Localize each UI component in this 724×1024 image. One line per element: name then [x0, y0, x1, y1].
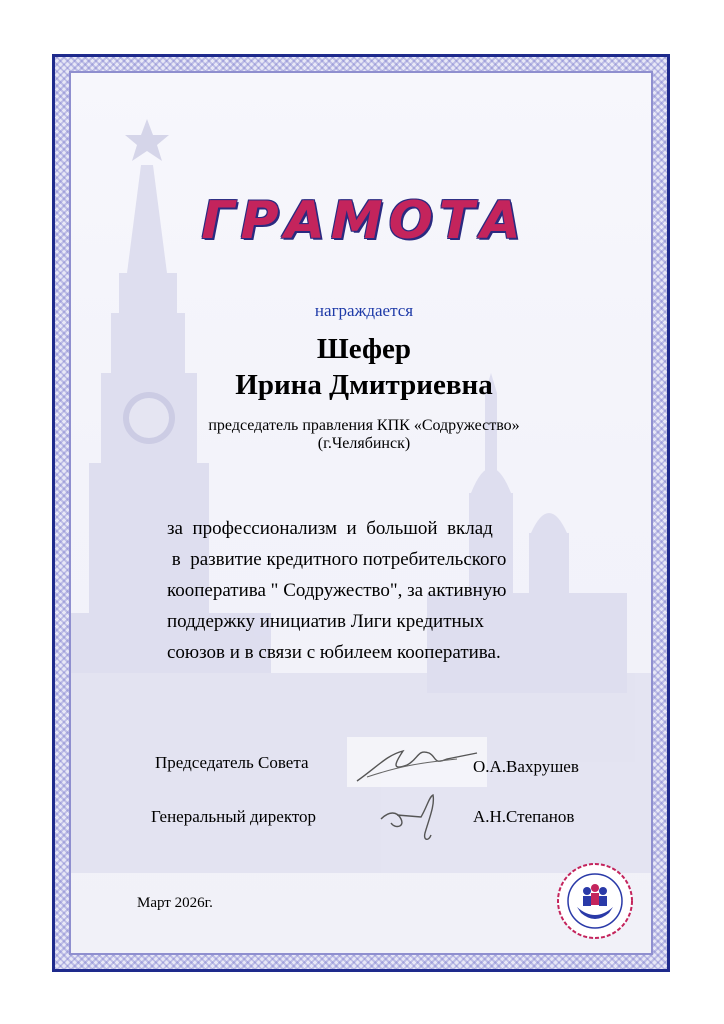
signatory-1-name: О.А.Вахрушев	[473, 757, 579, 776]
signature-2	[371, 789, 451, 845]
certificate-border	[52, 54, 670, 972]
award-reason: за профессионализм и большой вклад в развитие кредитного потребительского кооператива " Содружество", за активную поддержку инициатив Лиги кредитных союзов и в связи с юбилеем кооператива.	[167, 518, 507, 663]
signature-1	[347, 737, 487, 787]
awarded-label: награждается	[314, 301, 414, 320]
certificate-body	[69, 71, 653, 955]
position-line-1: председатель правления КПК «Содружество»	[208, 417, 520, 434]
issue-date: Март 2026г.	[137, 895, 213, 911]
recipient-given-names: Ирина Дмитриевна	[235, 369, 493, 401]
credit-union-league-logo	[555, 861, 635, 941]
position-line-2: (г.Челябинск)	[317, 435, 411, 452]
certificate-title: ГРАМОТА	[201, 191, 527, 251]
signatory-2-name: А.Н.Степанов	[473, 807, 575, 826]
signatory-2-title: Генеральный директор	[151, 807, 317, 826]
recipient-surname: Шефер	[316, 333, 412, 365]
recipient-position	[71, 417, 653, 453]
signatory-1-title: Председатель Совета	[155, 753, 309, 772]
